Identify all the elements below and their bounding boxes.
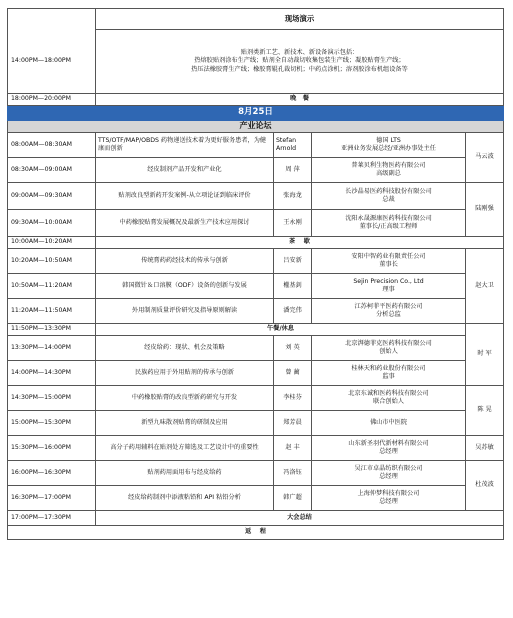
org-name: 沈阳永晟源康医药科技有限公司: [345, 214, 432, 222]
session-org: [312, 336, 466, 361]
org-name: 山东新圣羽代新材料有限公司: [348, 439, 429, 447]
demo-time: 14:00PM—18:00PM: [8, 30, 96, 94]
session-org: [312, 436, 466, 461]
session-speaker: 李桂芬: [274, 386, 312, 411]
session-topic: 贴剂改良型新药开发案例-从立项论证到临床评价: [96, 183, 274, 210]
session-time: 11:20AM—11:50AM: [8, 299, 96, 324]
session-org: [312, 361, 466, 386]
session-time: 16:30PM—17:00PM: [8, 486, 96, 511]
org-title: 总经理: [379, 448, 398, 455]
org-title: 亚洲业务发展总经/亚洲办事处主任: [341, 145, 436, 152]
session-speaker: 潘完伟: [274, 299, 312, 324]
chair-cell: 陆刚强: [466, 183, 504, 237]
org-name: 吴江市卓晶纺织有限公司: [354, 464, 423, 472]
session-org: [312, 274, 466, 299]
session-topic: 传统膏药药经技术的传承与创新: [96, 249, 274, 274]
org-title: 理事: [382, 286, 395, 293]
session-topic: 经皮给药：现状、机会及策略: [96, 336, 274, 361]
session-topic: 贴剂药用面用布与经皮给药: [96, 461, 274, 486]
session-time: 16:00PM—16:30PM: [8, 461, 96, 486]
chair-cell: 杜茂波: [466, 461, 504, 511]
session-org: [312, 486, 466, 511]
session-topic: 中药橡胶贴膏发展概况及最新生产技术应用探讨: [96, 210, 274, 237]
session-topic: 高分子药用辅料在贴剂处方筛选及工艺设计中的重要性: [96, 436, 274, 461]
session-time: 09:30AM—10:00AM: [8, 210, 96, 237]
demo-time-cell-top: [8, 9, 96, 30]
session-topic: 民族药应用于外用贴剂的传承与创新: [96, 361, 274, 386]
session-time: 13:30PM—14:00PM: [8, 336, 96, 361]
org-title: 联合创始人: [373, 398, 404, 405]
session-time: 08:30AM—09:00AM: [8, 158, 96, 183]
session-org: [312, 411, 466, 436]
session-time: 10:20AM—10:50AM: [8, 249, 96, 274]
session-org: [312, 299, 466, 324]
session-speaker: 王永刚: [274, 210, 312, 237]
chair-cell: 吴苏敏: [466, 436, 504, 461]
org-name: 桂林天和药业股份有限公司: [351, 364, 426, 372]
agenda-sheet: [7, 8, 503, 540]
session-topic: TTS/OTF/MAP/OBDS 药物递送技术着为更好服务患者，为健康而创新: [96, 133, 274, 158]
session-org: [312, 183, 466, 210]
session-speaker: 吕安新: [274, 249, 312, 274]
org-name: 上海仲梦科技有限公司: [357, 489, 420, 497]
closing-time: 17:00PM—17:30PM: [8, 511, 96, 526]
lunch-label: 午餐/休息: [96, 324, 466, 336]
session-org: [312, 158, 466, 183]
agenda-table: [7, 8, 504, 540]
chair-cell: 马云波: [466, 133, 504, 183]
org-title: 分析总监: [376, 311, 401, 318]
session-speaker: 冯洛钰: [274, 461, 312, 486]
session-time: 14:00PM—14:30PM: [8, 361, 96, 386]
demo-line: 热熔胶贴剂涂布生产线；贴剂全自动裁切收集包装生产线；凝胶贴膏生产线；: [194, 57, 405, 65]
session-time: 14:30PM—15:00PM: [8, 386, 96, 411]
session-speaker: Stefan Arnold: [274, 133, 312, 158]
session-org: [312, 133, 466, 158]
chair-cell: 赵大卫: [466, 249, 504, 324]
org-name: 安阳中智药业有限责任公司: [351, 252, 426, 260]
session-org: [312, 386, 466, 411]
session-topic: 韩国微针＆口溶膜（ODF）设备的创新与发展: [96, 274, 274, 299]
org-title: 董事长/正高级工程师: [359, 223, 418, 230]
org-title: 监事: [382, 373, 395, 380]
session-time: 15:00PM—15:30PM: [8, 411, 96, 436]
demo-description: [96, 30, 504, 94]
forum-title: 产业论坛: [8, 121, 504, 133]
demo-line: 热压法橡胶膏生产线；橡胶膏辊孔裁切机；中药点涂机；溶剂胶涂布机组设备等: [191, 65, 408, 73]
chair-cell: 陈 晃: [466, 386, 504, 436]
org-name: 北京湃德菲克医药科技有限公司: [345, 339, 432, 347]
org-name: 佛山市中医院: [369, 418, 408, 426]
session-topic: 外用制剂质量评价研究及指导原则解读: [96, 299, 274, 324]
dinner-time: 18:00PM—20:00PM: [8, 94, 96, 106]
session-topic: 中药橡胶贴膏的改良型新药研究与开发: [96, 386, 274, 411]
session-topic: 经皮制剂产品开发和产业化: [96, 158, 274, 183]
demo-line: 贴剂类新工艺、新技术、新设备演示包括：: [240, 48, 359, 56]
date-bar: 8月25日: [8, 106, 504, 121]
org-title: 总裁: [382, 196, 395, 203]
session-speaker: 刘 英: [274, 336, 312, 361]
org-name: 北京东诚和医药科技有限公司: [348, 389, 429, 397]
session-time: 15:30PM—16:00PM: [8, 436, 96, 461]
org-name: 德国 LTS: [376, 136, 401, 144]
org-name: 普莱贝利生物医药有限公司: [351, 161, 426, 169]
session-speaker: 權基釗: [274, 274, 312, 299]
session-speaker: 张海龙: [274, 183, 312, 210]
session-topic: 新型九味散剂贴膏的研制及应用: [96, 411, 274, 436]
return-label: 返 程: [8, 526, 504, 540]
break-label: 茶 歇: [96, 237, 504, 249]
session-speaker: 郑芳晨: [274, 411, 312, 436]
org-title: 高级副总: [376, 170, 401, 177]
org-title: 总经理: [379, 473, 398, 480]
session-org: [312, 461, 466, 486]
session-speaker: 赵 丰: [274, 436, 312, 461]
org-title: 总经理: [379, 498, 398, 505]
break-time: 10:00AM—10:20AM: [8, 237, 96, 249]
session-topic: 经皮给药制剂中添液粘铅和 API 粘铅分析: [96, 486, 274, 511]
org-title: 创始人: [379, 348, 398, 355]
org-name: Sejin Precision Co., Ltd: [353, 277, 424, 285]
org-title: 董事长: [379, 261, 398, 268]
session-speaker: 韩广超: [274, 486, 312, 511]
session-org: [312, 249, 466, 274]
lunch-time: 11:50PM—13:30PM: [8, 324, 96, 336]
session-org: [312, 210, 466, 237]
session-time: 10:50AM—11:20AM: [8, 274, 96, 299]
org-name: 江苏柯菲平医药有限公司: [354, 302, 423, 310]
demo-header: 现场演示: [96, 9, 504, 30]
chair-cell: 时 军: [466, 324, 504, 386]
session-time: 08:00AM—08:30AM: [8, 133, 96, 158]
session-time: 09:00AM—09:30AM: [8, 183, 96, 210]
org-name: 长沙晶易医药科技股份有限公司: [345, 187, 432, 195]
dinner-label: 晚 餐: [96, 94, 504, 106]
session-speaker: 曾 蔺: [274, 361, 312, 386]
session-speaker: 周 萍: [274, 158, 312, 183]
closing-label: 大会总结: [96, 511, 504, 526]
